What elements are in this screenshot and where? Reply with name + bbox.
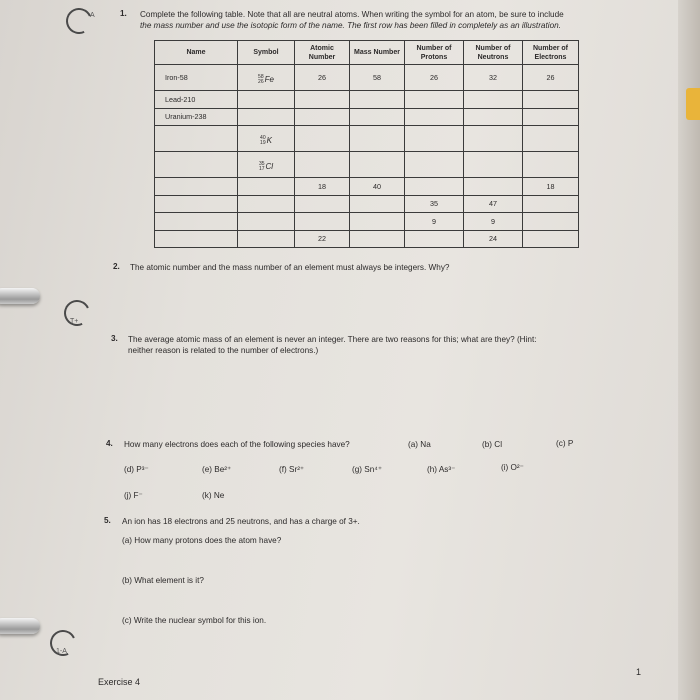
- punch-hole-mark: [62, 4, 95, 37]
- cell-mass: 58: [350, 65, 405, 91]
- margin-note: T+: [70, 318, 79, 325]
- q1-line1: Complete the following table. Note that all are neutral atoms. When writing the symbol for an atom, be sure to include: [140, 10, 564, 19]
- column-header: Name: [155, 41, 238, 65]
- q4-b: (b) Cl: [482, 440, 503, 449]
- q1-number: 1.: [120, 9, 127, 18]
- q4-f: (f) Sr²⁺: [279, 465, 305, 474]
- table-row: [155, 178, 579, 195]
- cell-neutrons: [464, 125, 523, 151]
- q5-text: An ion has 18 electrons and 25 neutrons, and has a charge of 3+.: [122, 517, 360, 526]
- cell-mass: [350, 213, 405, 230]
- atomic-subscript: 19: [260, 139, 266, 146]
- q1-instructions: [140, 9, 600, 31]
- cell-atomic: [295, 195, 350, 212]
- binder-ring-top: [0, 288, 40, 304]
- cell-symbol: [238, 178, 295, 195]
- cell-symbol: [238, 230, 295, 247]
- cell-electrons: [523, 152, 579, 178]
- column-header: Mass Number: [350, 41, 405, 65]
- element-letters: Cl: [265, 162, 274, 172]
- cell-protons: [405, 125, 464, 151]
- cell-neutrons: 24: [464, 230, 523, 247]
- isotope-numbers: [260, 136, 266, 146]
- atomic-subscript: 26: [258, 78, 264, 85]
- cell-name: [155, 125, 238, 151]
- cell-protons: 9: [405, 213, 464, 230]
- cell-atomic: [295, 125, 350, 151]
- cell-neutrons: [464, 152, 523, 178]
- cell-electrons: [523, 230, 579, 247]
- cell-protons: 35: [405, 195, 464, 212]
- q4-j: (j) F⁻: [124, 491, 143, 500]
- q5-c: (c) Write the nuclear symbol for this ion.: [122, 616, 267, 625]
- table-row: [155, 91, 579, 108]
- column-header: Number of Electrons: [523, 41, 579, 65]
- cell-neutrons: 32: [464, 65, 523, 91]
- cell-name: [155, 195, 238, 212]
- cell-mass: [350, 108, 405, 125]
- mass-superscript: 58: [258, 73, 264, 80]
- cell-neutrons: [464, 108, 523, 125]
- cell-atomic: [295, 108, 350, 125]
- cell-mass: [350, 195, 405, 212]
- cell-electrons: [523, 125, 579, 151]
- q3-text: [128, 334, 608, 356]
- cell-electrons: 26: [523, 65, 579, 91]
- table-row: [155, 195, 579, 212]
- divider-tab: [686, 88, 700, 120]
- cell-protons: [405, 108, 464, 125]
- column-header: Number of Protons: [405, 41, 464, 65]
- cell-electrons: [523, 108, 579, 125]
- table-row: [155, 152, 579, 178]
- mass-superscript: 40: [260, 134, 266, 141]
- cell-name: [155, 230, 238, 247]
- cell-protons: [405, 178, 464, 195]
- table-row: [155, 108, 579, 125]
- margin-note: 1-A: [56, 648, 67, 655]
- cell-protons: [405, 91, 464, 108]
- table-row: [155, 65, 579, 91]
- cell-electrons: [523, 91, 579, 108]
- cell-protons: [405, 230, 464, 247]
- cell-neutrons: [464, 178, 523, 195]
- cell-atomic: 22: [295, 230, 350, 247]
- cell-atomic: [295, 152, 350, 178]
- q4-k: (k) Ne: [202, 491, 225, 500]
- isotope-numbers: [258, 75, 264, 85]
- cell-mass: [350, 152, 405, 178]
- cell-symbol: [238, 65, 295, 91]
- cell-symbol: [238, 213, 295, 230]
- q4-i: (i) O²⁻: [501, 463, 524, 472]
- element-letters: K: [266, 136, 272, 146]
- cell-name: Uranium-238: [155, 108, 238, 125]
- cell-neutrons: 47: [464, 195, 523, 212]
- exercise-label: Exercise 4: [98, 677, 141, 687]
- cell-name: Iron-58: [155, 65, 238, 91]
- cell-symbol: [238, 91, 295, 108]
- cell-atomic: 26: [295, 65, 350, 91]
- page-number: 1: [636, 667, 642, 677]
- q4-a: (a) Na: [408, 440, 431, 449]
- q3-line1: The average atomic mass of an element is never an integer. There are two reasons for this; what are they? (Hint:: [128, 335, 537, 344]
- isotope-symbol: [258, 75, 274, 85]
- q2-text: The atomic number and the mass number of an element must always be integers. Why?: [130, 263, 450, 272]
- table-header-row: [155, 41, 579, 65]
- q4-g: (g) Sn⁴⁺: [352, 465, 383, 474]
- isotope-symbol: [259, 162, 273, 172]
- isotope-symbol: [260, 136, 272, 146]
- cell-mass: [350, 91, 405, 108]
- q5-a: (a) How many protons does the atom have?: [122, 536, 282, 545]
- cell-symbol: [238, 108, 295, 125]
- q5-number: 5.: [104, 516, 111, 525]
- mass-superscript: 35: [258, 160, 265, 167]
- table-body: [155, 65, 579, 248]
- cell-name: [155, 213, 238, 230]
- q3-line2: neither reason is related to the number of electrons.): [128, 346, 319, 355]
- cell-electrons: [523, 213, 579, 230]
- table-row: [155, 230, 579, 247]
- cell-symbol: [238, 152, 295, 178]
- q4-text: How many electrons does each of the following species have?: [124, 440, 350, 449]
- cell-atomic: [295, 91, 350, 108]
- cell-atomic: 18: [295, 178, 350, 195]
- cell-mass: [350, 125, 405, 151]
- cell-protons: [405, 152, 464, 178]
- cell-name: [155, 178, 238, 195]
- atomic-subscript: 17: [258, 165, 265, 172]
- cell-protons: 26: [405, 65, 464, 91]
- q4-e: (e) Be²⁺: [202, 465, 232, 474]
- q4-d: (d) P³⁻: [124, 465, 149, 474]
- binder-ring-bottom: [0, 618, 40, 634]
- q3-number: 3.: [111, 334, 118, 343]
- cell-name: [155, 152, 238, 178]
- isotope-numbers: [259, 162, 265, 172]
- q1-line2: the mass number and use the isotopic form of the name. The first row has been filled in completely as an illustration.: [140, 21, 561, 30]
- cell-neutrons: [464, 91, 523, 108]
- column-header: Symbol: [238, 41, 295, 65]
- element-letters: Fe: [264, 75, 274, 85]
- q4-c: (c) P: [556, 439, 574, 448]
- cell-mass: 40: [350, 178, 405, 195]
- cell-electrons: [523, 195, 579, 212]
- column-header: Number of Neutrons: [464, 41, 523, 65]
- column-header: Atomic Number: [295, 41, 350, 65]
- cell-name: Lead-210: [155, 91, 238, 108]
- cell-electrons: 18: [523, 178, 579, 195]
- cell-mass: [350, 230, 405, 247]
- corner-letter: A: [90, 12, 95, 19]
- isotope-table: [154, 40, 579, 248]
- cell-atomic: [295, 213, 350, 230]
- q4-h: (h) As³⁻: [427, 465, 456, 474]
- q4-number: 4.: [106, 439, 113, 448]
- cell-symbol: [238, 125, 295, 151]
- table-row: [155, 213, 579, 230]
- q5-b: (b) What element is it?: [122, 576, 204, 585]
- cell-symbol: [238, 195, 295, 212]
- q2-number: 2.: [113, 262, 120, 271]
- table-row: [155, 125, 579, 151]
- cell-neutrons: 9: [464, 213, 523, 230]
